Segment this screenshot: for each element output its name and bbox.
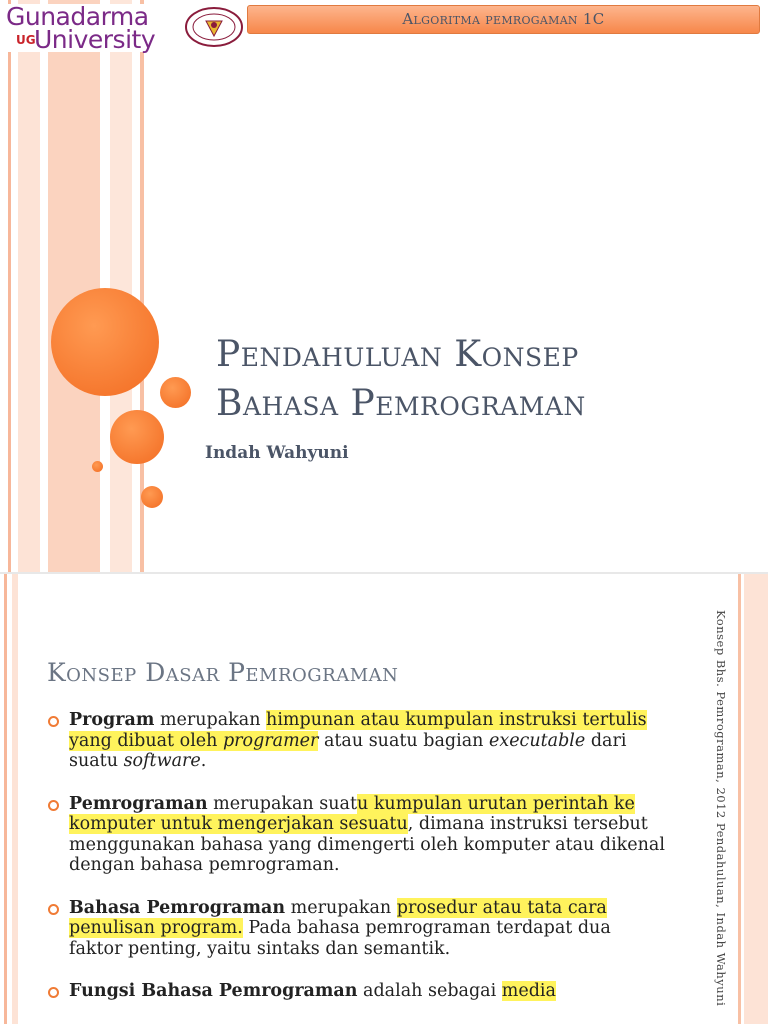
decor-stripe: [4, 574, 7, 1024]
bullet-icon: [48, 987, 59, 998]
text: atau suatu bagian: [318, 730, 489, 751]
list-item: [46, 794, 666, 876]
decor-stripe: [738, 574, 741, 1024]
decor-circle-large: [51, 288, 159, 396]
bullet-icon: [48, 716, 59, 727]
term: Fungsi Bahasa Pemrograman: [69, 981, 358, 1001]
list-item: [46, 710, 666, 772]
decor-circle-small: [92, 461, 103, 472]
decor-circle: [141, 486, 163, 508]
slide-title: Konsep Dasar Pemrograman: [47, 658, 399, 687]
text: software: [123, 751, 201, 771]
bullet-list: [46, 710, 666, 1024]
text: merupakan: [285, 897, 397, 918]
bullet-icon: [48, 904, 59, 915]
text: dari suatu: [69, 730, 627, 771]
decor-stripe: [744, 574, 768, 1024]
bullet-icon: [48, 800, 59, 811]
author-name: Indah Wahyuni: [205, 443, 349, 463]
list-item: [46, 898, 666, 960]
text: merupakan: [154, 710, 267, 730]
text: adalah sebagai: [357, 981, 502, 1001]
logo-line1: Gunadarma: [6, 2, 149, 31]
decor-stripe: [140, 0, 144, 574]
title-line2: Bahasa Pemrograman: [216, 383, 586, 424]
title-line1: Pendahuluan Konsep: [216, 334, 579, 375]
highlighted-text: media: [501, 981, 556, 1001]
decor-stripe: [8, 0, 11, 574]
decor-stripe: [18, 0, 40, 574]
list-item: [46, 981, 666, 1002]
decor-stripe: [12, 574, 18, 1024]
slide-title: [216, 330, 756, 428]
decor-stripe: [110, 0, 132, 574]
term: Pemrograman: [69, 793, 208, 814]
university-logo: [6, 4, 240, 52]
university-seal-icon: [184, 6, 244, 48]
content-slide: [0, 574, 768, 1024]
course-header-bar: Algoritma pemrogaman 1C: [247, 5, 760, 34]
decor-circle: [160, 377, 191, 408]
decor-stripe: [48, 0, 100, 574]
logo-ug: UG: [16, 33, 36, 47]
term: Program: [69, 710, 155, 730]
text: , dimana instruksi tersebut menggunakan bahasa yang dimengerti oleh komputer atau dikenal dengan bahasa pemrograman.: [69, 814, 665, 875]
highlighted-text: himpunan atau kumpulan instruksi tertulis yang dibuat oleh: [69, 710, 647, 751]
text: merupakan suat: [207, 793, 357, 814]
text: Pada bahasa pemrograman terdapat dua faktor penting, yaitu sintaks dan semantik.: [69, 918, 611, 959]
decor-circle: [110, 410, 164, 464]
highlighted-text: u kumpulan urutan perintah ke komputer untuk mengerjakan sesuatu: [69, 793, 635, 834]
text: executable: [488, 730, 586, 751]
logo-line2: University: [34, 25, 156, 54]
term: Bahasa Pemrograman: [69, 897, 286, 918]
side-footer-text: Konsep Bhs. Pemrograman, 2012 Pendahuluan, Indah Wahyuni: [714, 610, 728, 1007]
highlighted-text: programer: [222, 730, 319, 751]
highlighted-text: prosedur atau tata cara penulisan program.: [69, 897, 607, 938]
text: .: [200, 751, 207, 771]
